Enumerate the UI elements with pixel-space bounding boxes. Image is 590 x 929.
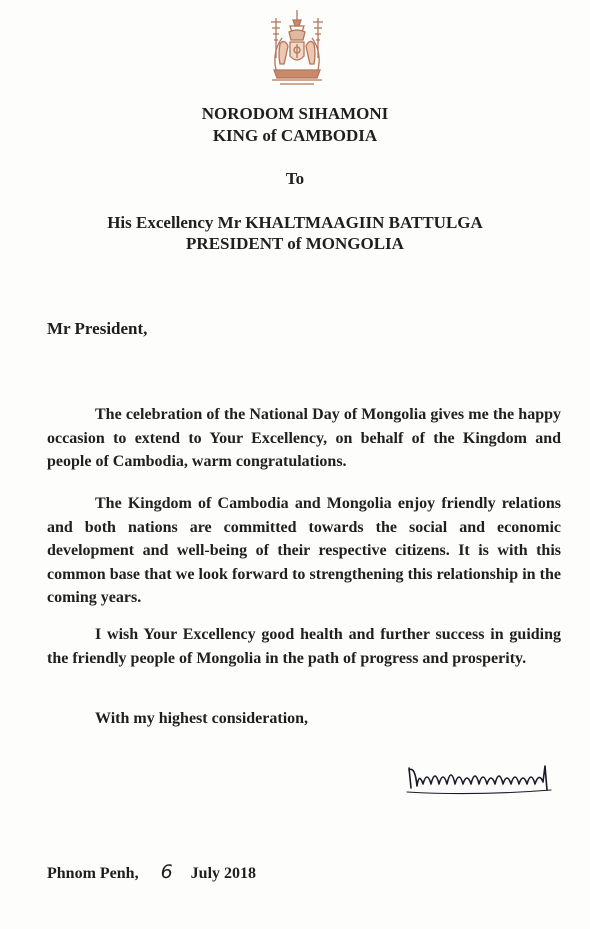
- date-day: 6: [160, 861, 173, 883]
- letter-paragraph-1: The celebration of the National Day of Mongolia gives me the happy occasion to extend to Your Excellency, on behalf of the Kingdom and people of Cambodia, warm congratulations.: [47, 406, 561, 470]
- letter-paragraph-3: I wish Your Excellency good health and further success in guiding the friendly people of Mongolia in the path of progress and prosperity.: [47, 626, 561, 667]
- sender-name: NORODOM SIHAMONI: [201, 104, 389, 123]
- letter-paragraph-2: The Kingdom of Cambodia and Mongolia enjoy friendly relations and both nations are committed towards the social and economic development and well-being of their respective citizens. It is with this common base that we look forward to strengthening this relationship in the coming years.: [47, 495, 561, 606]
- recipient-title: PRESIDENT of MONGOLIA: [186, 234, 404, 253]
- signature-icon: [405, 758, 555, 798]
- royal-crest-icon: [262, 8, 332, 88]
- to-label: To: [285, 169, 305, 188]
- place: Phnom Penh,: [47, 865, 139, 882]
- salutation: Mr President,: [47, 319, 148, 338]
- closing-line: With my highest consideration,: [95, 710, 309, 727]
- sender-title: KING of CAMBODIA: [212, 126, 378, 145]
- recipient-name: His Excellency Mr KHALTMAAGIIN BATTULGA: [107, 213, 483, 232]
- date-month-year: July 2018: [190, 865, 257, 882]
- place-and-date: [47, 862, 256, 884]
